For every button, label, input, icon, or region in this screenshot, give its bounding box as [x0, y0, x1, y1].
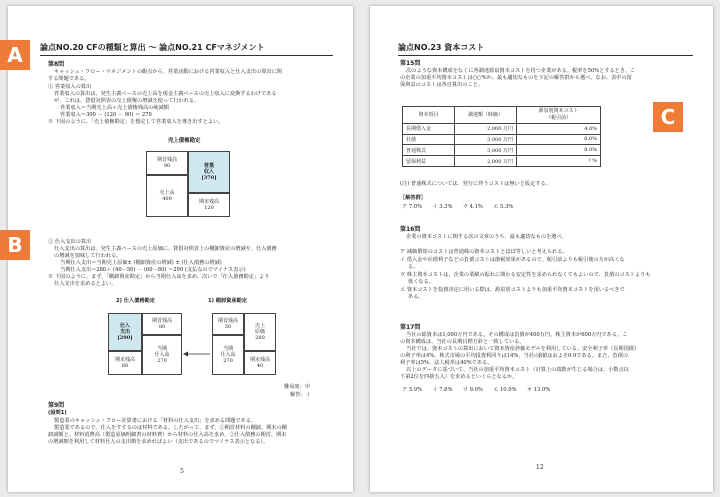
body-line: 保利益のコストは各自算出のこと。: [400, 82, 484, 88]
answer-label: 解答：イ: [290, 392, 311, 398]
right-page: [370, 6, 713, 492]
section-tag-a: A: [0, 40, 30, 70]
body-line: 仕入支出を求めるとよい。: [54, 281, 117, 287]
body-line: 営業収入＝300 － (120 － 90) ＝ 270: [60, 112, 152, 118]
body-line: 下第2位を四捨五入）を求めるといくらとなるか。: [400, 374, 518, 380]
ar-operating-receipts: 営業 収入 [370]: [188, 151, 230, 193]
body-line: イ 借入金や社債利子などの負債コストは節税効果があるので、税引前よりも税引後の方が高くな: [400, 257, 625, 263]
table-cell: 3,000 万円: [455, 134, 517, 145]
table-row: [403, 134, 601, 145]
page-number: 12: [536, 464, 544, 471]
body-line: 卸減額と、材料消費高（製造原価明細書の材料費）から材料の仕入高を求め、②仕入債務の期首、期末: [48, 432, 287, 438]
body-line: する問題である。: [48, 76, 90, 82]
table-cell: 6.0%: [517, 134, 601, 145]
body-line: 仕入支出の算出は、発生主義ベースの売上原価に、貸借対照表上の棚卸資産の増減や、仕入債務: [54, 246, 277, 252]
body-line: 製造業のキャッシュ・フロー計算書における「材料の仕入支出」を求める問題である。: [54, 418, 257, 424]
ap-account-title: 2) 仕入債務勘定: [116, 298, 155, 304]
ar-sales: 売上高 400: [146, 175, 188, 217]
table-cell: 2,000 万円: [455, 123, 517, 134]
table-header-cell: 源泉別資本コスト （税引前）: [517, 107, 601, 124]
body-line: る。: [408, 264, 419, 270]
left-page: [8, 6, 353, 492]
table-cell: 8.0%: [517, 145, 601, 156]
body-line: の増減を加味して行われる。: [54, 253, 122, 259]
body-line: ※ 下図のように、まず、「棚卸資産勘定」から当期仕入高を求め、次いで「仕入債務勘定」より: [48, 274, 270, 280]
body-line: キャッシュ・フロー・マネジメントの観点から、営業活動における営業収入と仕入支出の算出に関: [54, 69, 282, 75]
table-row: [403, 156, 601, 167]
page-number: 5: [180, 468, 184, 475]
body-line: の企業の加重平均資本コストは○○%か。最も適切なものを下記の解答群から選べ。なお、表中の留: [400, 75, 632, 81]
inventory-account-title: 1) 棚卸資産勘定: [208, 298, 247, 304]
body-line: が、これは、貸借対照表の売上債権の増減を使って行われる。: [54, 98, 200, 104]
q15-title: 第15問: [400, 60, 421, 67]
q17-choices: ア 5.9% イ 7.8% ウ 9.0% エ 10.0% オ 13.0%: [402, 387, 551, 393]
body-line: 営業収入の算出は、発生主義ベースの売上高を現金主義ベースの売上収入に変換するわけである: [54, 91, 277, 97]
table-cell: 2,000 万円: [455, 156, 517, 167]
table-note: (注) 普通株式については、発行に伴うコストは無いと仮定する。: [400, 181, 551, 187]
table-cell: 長期借入金: [403, 123, 455, 134]
body-line: 製造業であるので、仕入をすするのは材料である。したがって、まず、①期首材料の棚卸、期末の棚: [54, 425, 287, 431]
body-line: ある。: [408, 294, 424, 300]
body-line: 当社の総資本は1,000万円である。その構成は負債が400万円、株主資本が600万円である。こ: [406, 332, 628, 338]
table-header-cell: 資本項目: [403, 107, 455, 124]
inv-opening-balance: 期首残高 50: [212, 313, 244, 335]
inv-purchases: 当期 仕入高 270: [212, 335, 244, 375]
body-line: 企業の資本コストに関する次の文章のうち、最も適切なものを選べ。: [406, 234, 567, 240]
table-row: [403, 123, 601, 134]
difficulty-label: 難易度：中: [284, 384, 310, 390]
q8-title: 第8問: [48, 61, 65, 68]
ar-account-title: 売上債権勘定: [168, 138, 201, 144]
ap-closing-balance: 期末残高 60: [108, 351, 142, 375]
table-cell: ? %: [517, 156, 601, 167]
ap-opening-balance: 期首残高 80: [142, 313, 182, 335]
q17-title: 第17問: [400, 324, 421, 331]
table-cell: 社債: [403, 134, 455, 145]
body-line: ※ 下図のように、「売上債権勘定」を想定して営業収入を導き出すとよい。: [48, 119, 224, 125]
inv-cost-of-sales: 売上 原価 280: [244, 313, 276, 351]
inv-closing-balance: 期末残高 40: [244, 351, 276, 375]
body-line: の増減額を利用して材料仕入の支出額を求めればよい（支出であるのでマイナス表示となる）。: [48, 439, 269, 445]
section-tag-c: C: [653, 102, 683, 132]
table-row: [403, 145, 601, 156]
body-line: の利子率は4%、株式市場の平均投資利回りは14%、当社のβ値はおよそ0.9である。また、負債の: [400, 353, 629, 359]
table-cell: 普通株式: [403, 145, 455, 156]
q16-title: 第16問: [400, 226, 421, 233]
body-line: の資本構成は、当社の長期目標方針と一致している。: [400, 339, 525, 345]
body-line: 利子率は5%、法人税率は40%である。: [400, 360, 493, 366]
section-tag-b: B: [0, 230, 30, 260]
capital-cost-table: [402, 106, 601, 167]
arrow-icon: [182, 350, 212, 358]
q15-choices: ア 7.0% イ 3.3% ウ 4.1% エ 5.3%: [402, 204, 514, 210]
ap-purchase-payment: 仕入 支出 [290]: [108, 313, 142, 351]
body-line: 当社では、資本コストの算出において資本資産評価モデルを利用している。安全利子率（長期国債）: [406, 346, 640, 352]
body-line: 以上のデータに基づいて、当社の加重平均資本コスト（計算上の端数が生じる場合は、小数点以: [406, 367, 629, 373]
body-line: ア 減価償却のコストは普通株の資本コストとほぼ等しいと考えられる。: [400, 249, 568, 255]
answer-choices-title: ［解答群］: [400, 195, 426, 201]
body-line: 当期仕入支出＝当期売上原価± (棚卸資産の増減) ± (仕入債務の増減): [60, 260, 222, 266]
ar-closing-balance: 期末残高 120: [188, 193, 230, 217]
body-line: 次のような資本構成をなくに各調達源泉資本コストを持つ企業がある。税率を50%とするとき、こ: [406, 68, 636, 74]
table-cell: 4.0%: [517, 123, 601, 134]
body-line: 営業収入＝当期売上高＋売上債権残高の純減額: [60, 105, 169, 111]
body-line: 低くなる。: [408, 279, 434, 285]
table-cell: 3,000 万円: [455, 145, 517, 156]
body-line: ウ 株主資本コストは、企業の業績の振れに関わる安定性を求められなくてもよいので、負債のコストよりも: [400, 272, 651, 278]
ap-purchases: 当期 仕入高 270: [142, 335, 182, 375]
table-header-cell: 調達額（時価）: [455, 107, 517, 124]
body-line: ② 仕入支出の算出: [48, 239, 92, 245]
left-page-header: 論点NO.20 CFの種類と算出 ～ 論点NO.21 CFマネジメント: [40, 42, 333, 56]
q9-subtitle: (設問1): [48, 410, 67, 416]
body-line: ① 営業収入の算出: [48, 84, 92, 90]
right-page-header: 論点NO.23 資本コスト: [398, 42, 693, 56]
body-line: 当期仕入支出＝280＋ (40－50) － (60－80) ＝290 (支払なのでマイナス表示): [60, 267, 246, 273]
ar-opening-balance: 期首残高 90: [146, 151, 188, 175]
q9-title: 第9問: [48, 402, 65, 409]
body-line: エ 資本コストを投資決定に用いる際は、源泉別コストよりも加重平均資本コストを用いるべきで: [400, 287, 625, 293]
table-header-row: [403, 107, 601, 124]
table-cell: 留保利益: [403, 156, 455, 167]
